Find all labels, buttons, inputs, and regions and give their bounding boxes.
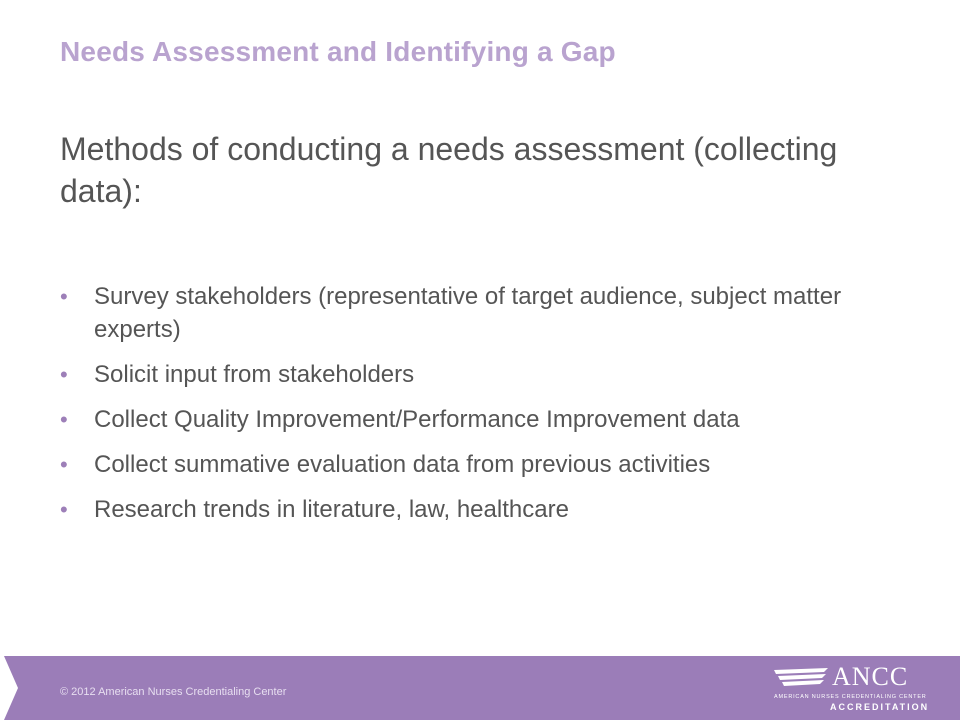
bullet-text: Solicit input from stakeholders (94, 361, 415, 388)
wing-icon (772, 664, 830, 690)
bullet-text: Collect summative evaluation data from previous activities (94, 451, 711, 478)
bullet-icon: • (60, 497, 68, 522)
chevron-right-icon (0, 656, 18, 720)
bullet-item (60, 280, 900, 346)
bullet-item (60, 358, 900, 391)
ancc-logo (772, 662, 930, 714)
bullet-list (60, 280, 900, 538)
bullet-icon: • (60, 362, 68, 387)
bullet-icon: • (60, 452, 68, 477)
bullet-icon: • (60, 407, 68, 432)
slide-title: Needs Assessment and Identifying a Gap (60, 36, 616, 67)
slide-subtitle: Methods of conducting a needs assessment (collecting data): (60, 131, 838, 209)
logo-org-name: AMERICAN NURSES CREDENTIALING CENTER (774, 694, 927, 700)
logo-accreditation: ACCREDITATION (830, 702, 930, 712)
bullet-item (60, 493, 900, 526)
bullet-text: Research trends in literature, law, healthcare (94, 496, 569, 523)
copyright-text: © 2012 American Nurses Credentialing Center (60, 686, 287, 698)
bullet-text: Collect Quality Improvement/Performance Improvement data (94, 406, 740, 433)
bullet-icon: • (60, 284, 68, 309)
bullet-item (60, 403, 900, 436)
logo-wordmark: ANCC (832, 662, 909, 691)
bullet-text: Survey stakeholders (representative of target audience, subject matter experts) (94, 283, 842, 343)
footer-bar (0, 656, 960, 720)
bullet-item (60, 448, 900, 481)
